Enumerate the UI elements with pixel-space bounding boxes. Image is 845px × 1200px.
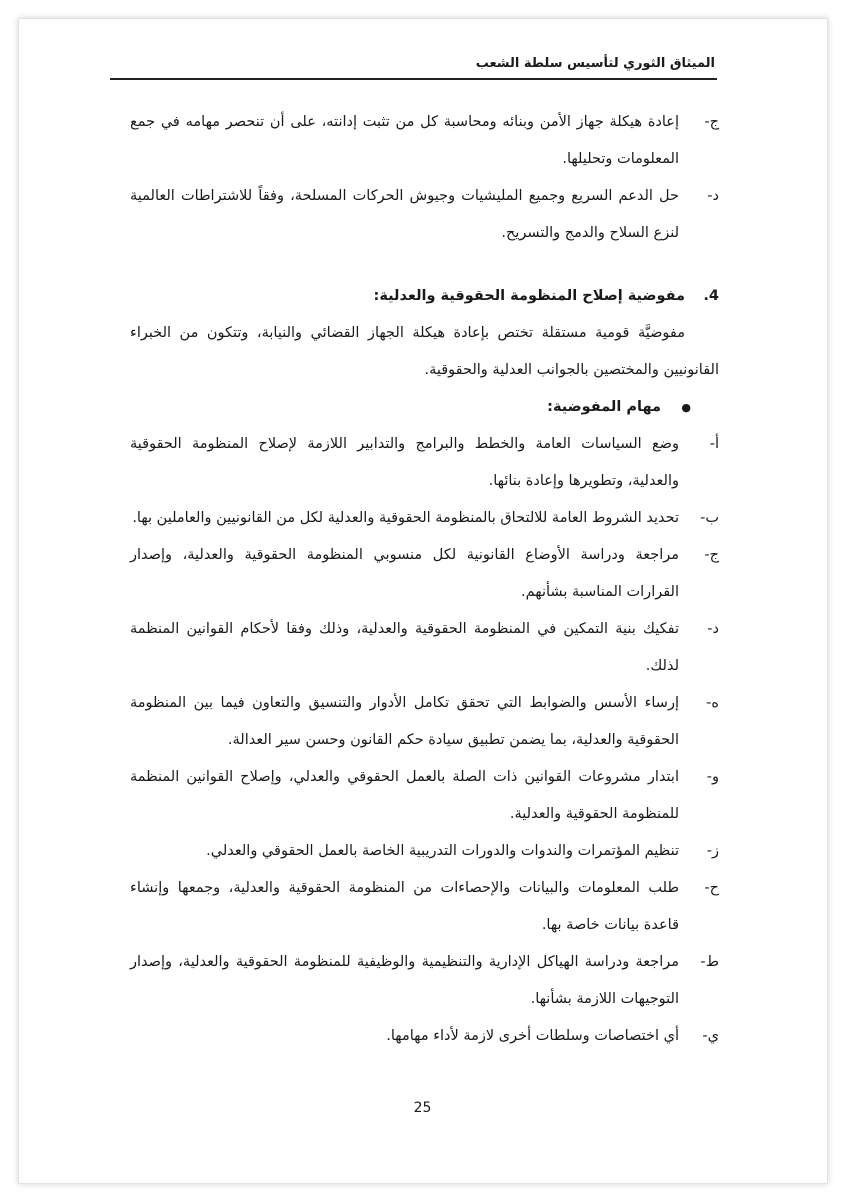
task-text: تنظيم المؤتمرات والندوات والدورات التدريبية الخاصة بالعمل الحقوقي والعدلي. (206, 843, 679, 859)
task-text: طلب المعلومات والبيانات والإحصاءات من المنظومة الحقوقية والعدلية، وجمعها وإنشاء قاعدة بيانات خاصة بها. (130, 880, 679, 933)
list-item-text: حل الدعم السريع وجميع المليشيات وجيوش الحركات المسلحة، وفقاً للاشتراطات العالمية لنزع السلاح والدمج والتسريح. (130, 188, 679, 241)
task-text: إرساء الأسس والضوابط التي تحقق تكامل الأدوار والتنسيق والتعاون فيما بين المنظومة الحقوقية والعدلية، بما يضمن تطبيق سيادة حكم القانون وحسن سير العدالة. (130, 695, 679, 748)
header-rule (110, 78, 717, 80)
task-text: تحديد الشروط العامة للالتحاق بالمنظومة الحقوقية والعدلية لكل من القانونيين والعاملين بها. (132, 510, 679, 526)
section-intro: مفوضيَّة قومية مستقلة تختص بإعادة هيكلة الجهاز القضائي والنيابة، وتتكون من الخبراء القانونيين والمختصين بالجوانب العدلية والحقوقية. (130, 325, 719, 378)
task-item (130, 426, 719, 500)
task-item (130, 833, 719, 870)
task-text: مراجعة ودراسة الهياكل الإدارية والتنظيمية والوظيفية للمنظومة الحقوقية والعدلية، وإصدار التوجيهات اللازمة بشأنها. (130, 954, 679, 1007)
task-marker: ب- (700, 510, 719, 526)
list-item (130, 104, 719, 178)
task-text: مراجعة ودراسة الأوضاع القانونية لكل منسوبي المنظومة الحقوقية والعدلية، وإصدار القرارات المناسبة بشأنهم. (130, 547, 679, 600)
task-marker: ج- (704, 547, 719, 563)
task-item (130, 1018, 719, 1055)
task-item (130, 537, 719, 611)
task-text: وضع السياسات العامة والخطط والبرامج والتدابير اللازمة لإصلاح المنظومة الحقوقية والعدلية، وتطويرها وإعادة بنائها. (130, 436, 679, 489)
list-item (130, 178, 719, 252)
task-text: تفكيك بنية التمكين في المنظومة الحقوقية والعدلية، وذلك وفقا لأحكام القوانين المنظمة لذلك. (130, 621, 679, 674)
task-marker: أ- (709, 436, 719, 452)
task-item (130, 685, 719, 759)
section-heading (130, 278, 719, 315)
section-number: 4. (703, 288, 719, 304)
task-item (130, 870, 719, 944)
section-title: مفوضية إصلاح المنظومة الحقوقية والعدلية: (373, 288, 685, 304)
list-item-text: إعادة هيكلة جهاز الأمن وبنائه ومحاسبة كل من تثبت إدانته، على أن تنحصر مهامه في جمع المعلومات وتحليلها. (130, 114, 679, 167)
task-marker: ز- (706, 843, 719, 859)
task-item (130, 759, 719, 833)
tasks-heading-text: مهام المفوضية: (547, 399, 661, 415)
task-marker: د- (707, 621, 719, 637)
page-number: 25 (413, 1100, 432, 1116)
task-marker: ط- (700, 954, 719, 970)
tasks-heading (130, 389, 691, 426)
bullet-icon: ● (681, 401, 691, 414)
header-title: الميثاق الثوري لتأسيس سلطة الشعب (475, 56, 715, 71)
task-marker: و- (706, 769, 719, 785)
task-marker: ح- (704, 880, 719, 896)
task-item (130, 500, 719, 537)
task-marker: ه- (706, 695, 719, 711)
list-marker: د- (707, 188, 719, 204)
task-text: ابتدار مشروعات القوانين ذات الصلة بالعمل الحقوقي والعدلي، وإصلاح القوانين المنظمة للمنظومة الحقوقية والعدلية. (130, 769, 679, 822)
task-text: أي اختصاصات وسلطات أخرى لازمة لأداء مهامها. (386, 1028, 679, 1044)
list-marker: ج- (704, 114, 719, 130)
task-item (130, 611, 719, 685)
document-body (130, 104, 719, 1055)
task-marker: ي- (702, 1028, 719, 1044)
task-item (130, 944, 719, 1018)
